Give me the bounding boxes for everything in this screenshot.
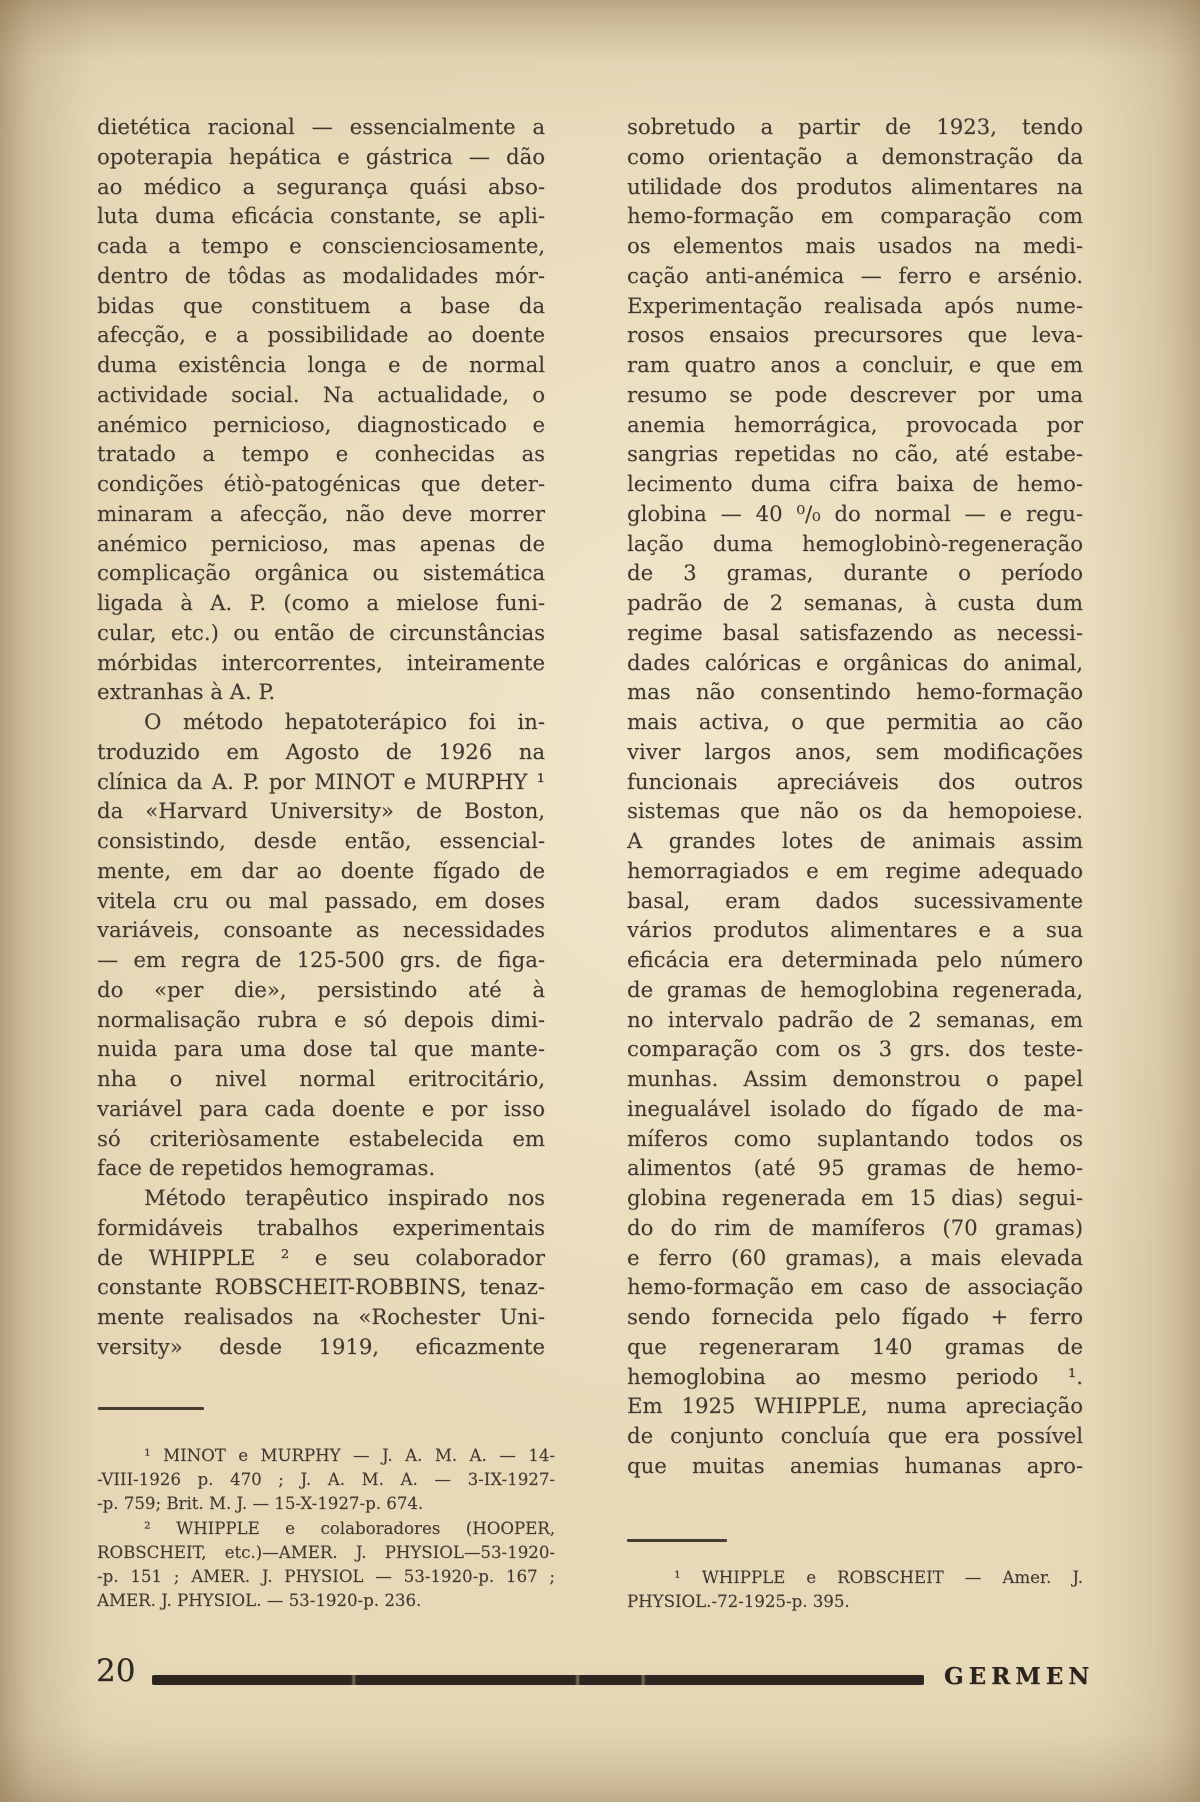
text-line: sistemas que não os da hemopoiese.	[627, 798, 1083, 824]
text-line: do «per die», persistindo até à	[97, 976, 545, 1002]
text-line: de conjunto concluía que era possível	[627, 1423, 1083, 1448]
text-line: variável para cada doente e por isso	[97, 1095, 545, 1121]
text-line: no intervalo padrão de 2 semanas, em	[627, 1006, 1083, 1032]
text-line: luta duma eficácia constante, se apli-	[97, 203, 545, 229]
text-line: de WHIPPLE ² e seu colaborador	[97, 1244, 545, 1270]
text-line: complicação orgânica ou sistemática	[97, 560, 545, 586]
text-line: mórbidas intercorrentes, inteiramente	[97, 649, 545, 675]
text-line: munhas. Assim demonstrou o papel	[627, 1066, 1083, 1091]
text-line: rosos ensaios precursores que leva-	[627, 322, 1083, 348]
text-line: de gramas de hemoglobina regenerada,	[627, 976, 1083, 1002]
text-line: -VIII-1926 p. 470 ; J. A. M. A. — 3-IX-1927-	[97, 1470, 555, 1490]
text-line: consistindo, desde então, essencial-	[97, 828, 545, 853]
text-line: ¹ MINOT e MURPHY — J. A. M. A. — 14-	[144, 1446, 555, 1465]
text-line: globina regenerada em 15 dias) segui-	[627, 1185, 1083, 1210]
text-line: basal, eram dados sucessivamente	[627, 887, 1083, 913]
text-line: cular, etc.) ou então de circunstâncias	[97, 619, 545, 645]
text-line: tratado a tempo e conhecidas as	[97, 441, 545, 467]
text-line: ¹ WHIPPLE e ROBSCHEIT — Amer. J.	[674, 1568, 1083, 1587]
text-line: condições étiò-patogénicas que deter-	[97, 471, 545, 496]
text-line: mas não consentindo hemo-formação	[627, 679, 1083, 705]
text-line: -p. 151 ; AMER. J. PHYSIOL — 53-1920-p. 167 ;	[97, 1567, 555, 1587]
text-line: cada a tempo e conscienciosamente,	[97, 233, 545, 258]
text-line: vários produtos alimentares e a sua	[627, 917, 1083, 943]
text-line: ² WHIPPLE e colaboradores (HOOPER,	[144, 1518, 555, 1538]
left-footnotes	[97, 1444, 555, 1613]
text-line: que muitas anemias humanas apro-	[627, 1452, 1083, 1478]
text-line: sangrias repetidas no cão, até estabe-	[627, 441, 1083, 467]
text-line: dietética racional — essencialmente a	[97, 114, 545, 139]
text-line: utilidade dos produtos alimentares na	[627, 173, 1083, 199]
text-line: mais activa, o que permitia ao cão	[627, 709, 1083, 734]
text-line: regime basal satisfazendo as necessi-	[627, 619, 1083, 645]
text-line: lecimento duma cifra baixa de hemo-	[627, 471, 1083, 496]
text-line: PHYSIOL.-72-1925-p. 395.	[627, 1592, 850, 1612]
text-line: hemo-formação em caso de associação	[627, 1274, 1083, 1300]
text-line: Método terapêutico inspirado nos	[144, 1185, 545, 1210]
text-line: eficácia era determinada pelo número	[627, 947, 1083, 972]
text-line: e ferro (60 gramas), a mais elevada	[627, 1244, 1083, 1270]
right-footnotes	[627, 1566, 1083, 1614]
text-line: os elementos mais usados na medi-	[627, 233, 1083, 258]
text-line: hemo-formação em comparação com	[627, 203, 1083, 229]
text-line: constante ROBSCHEIT-ROBBINS, tenaz-	[97, 1274, 545, 1300]
text-line: mente, em dar ao doente fígado de	[97, 857, 545, 883]
text-line: duma existência longa e de normal	[97, 352, 545, 377]
text-line: funcionais apreciáveis dos outros	[627, 768, 1083, 794]
left-column	[97, 112, 545, 1362]
text-line: normalisação rubra e só depois dimi-	[97, 1006, 545, 1032]
text-line: que regeneraram 140 gramas de	[627, 1333, 1083, 1359]
text-line: hemorragiados e em regime adequado	[627, 857, 1083, 883]
text-line: nuida para uma dose tal que mante-	[97, 1036, 545, 1062]
footnote-separator-left	[98, 1407, 204, 1410]
text-line: AMER. J. PHYSIOL. — 53-1920-p. 236.	[97, 1591, 422, 1611]
text-line: de 3 gramas, durante o período	[627, 560, 1083, 586]
text-line: hemoglobina ao mesmo periodo ¹.	[627, 1363, 1083, 1389]
text-line: cação anti-anémica — ferro e arsénio.	[627, 262, 1083, 288]
text-line: opoterapia hepática e gástrica — dão	[97, 143, 545, 169]
text-line: anemia hemorrágica, provocada por	[627, 411, 1083, 437]
footnote-separator-right	[627, 1539, 727, 1542]
text-line: minaram a afecção, não deve morrer	[97, 500, 545, 526]
text-line: ao médico a segurança quási abso-	[97, 173, 545, 199]
text-line: só criteriòsamente estabelecida em	[97, 1125, 545, 1151]
text-line: ligada à A. P. (como a mielose funi-	[97, 590, 545, 615]
text-line: alimentos (até 95 gramas de hemo-	[627, 1155, 1083, 1181]
text-line: nha o nivel normal eritrocitário,	[97, 1066, 545, 1091]
text-line: Em 1925 WHIPPLE, numa apreciação	[627, 1393, 1083, 1419]
text-line: lação duma hemoglobinò-regeneração	[627, 530, 1083, 556]
text-line: viver largos anos, sem modificações	[627, 738, 1083, 764]
text-line: Experimentação realisada após nume-	[627, 292, 1083, 318]
text-line: mente realisados na «Rochester Uni-	[97, 1304, 545, 1329]
footer-rule	[152, 1675, 924, 1685]
text-line: O método hepatoterápico foi in-	[144, 709, 545, 734]
text-line: sobretudo a partir de 1923, tendo	[627, 114, 1083, 139]
text-line: sendo fornecida pelo fígado + ferro	[627, 1304, 1083, 1329]
text-line: formidáveis trabalhos experimentais	[97, 1214, 545, 1240]
text-line: troduzido em Agosto de 1926 na	[97, 738, 545, 764]
text-line: globina — 40 ⁰/₀ do normal — e regu-	[627, 500, 1083, 526]
text-line: — em regra de 125-500 grs. de figa-	[97, 947, 545, 972]
text-line: A grandes lotes de animais assim	[627, 828, 1083, 853]
text-line: resumo se pode descrever por uma	[627, 381, 1083, 407]
text-line: da «Harvard University» de Boston,	[97, 798, 545, 824]
right-column	[627, 112, 1083, 1481]
text-line: dentro de tôdas as modalidades mór-	[97, 262, 545, 288]
text-line: face de repetidos hemogramas.	[97, 1155, 436, 1181]
text-line: inegualável isolado do fígado de ma-	[627, 1095, 1083, 1121]
text-line: actividade social. Na actualidade, o	[97, 381, 545, 407]
page-number: 20	[96, 1653, 136, 1689]
text-line: variáveis, consoante as necessidades	[97, 917, 545, 943]
text-line: extranhas à A. P.	[97, 679, 276, 705]
text-line: anémico pernicioso, mas apenas de	[97, 530, 545, 556]
text-line: afecção, e a possibilidade ao doente	[97, 322, 545, 348]
text-line: -p. 759; Brit. M. J. — 15-X-1927-p. 674.	[97, 1494, 424, 1514]
text-line: míferos como suplantando todos os	[627, 1125, 1083, 1151]
text-line: padrão de 2 semanas, à custa dum	[627, 590, 1083, 615]
text-line: clínica da A. P. por MINOT e MURPHY ¹	[97, 768, 545, 794]
text-line: anémico pernicioso, diagnosticado e	[97, 411, 545, 437]
text-line: versity» desde 1919, eficazmente	[97, 1333, 545, 1359]
text-line: do do rim de mamíferos (70 gramas)	[627, 1214, 1083, 1240]
text-line: ram quatro anos a concluir, e que em	[627, 352, 1083, 377]
text-line: dades calóricas e orgânicas do animal,	[627, 649, 1083, 675]
text-line: ROBSCHEIT, etc.)—AMER. J. PHYSIOL—53-1920-	[97, 1542, 555, 1562]
text-line: bidas que constituem a base da	[97, 292, 545, 318]
journal-name: GERMEN	[944, 1663, 1095, 1690]
text-line: vitela cru ou mal passado, em doses	[97, 887, 545, 913]
text-line: comparação com os 3 grs. dos teste-	[627, 1036, 1083, 1062]
text-line: como orientação a demonstração da	[627, 143, 1083, 169]
